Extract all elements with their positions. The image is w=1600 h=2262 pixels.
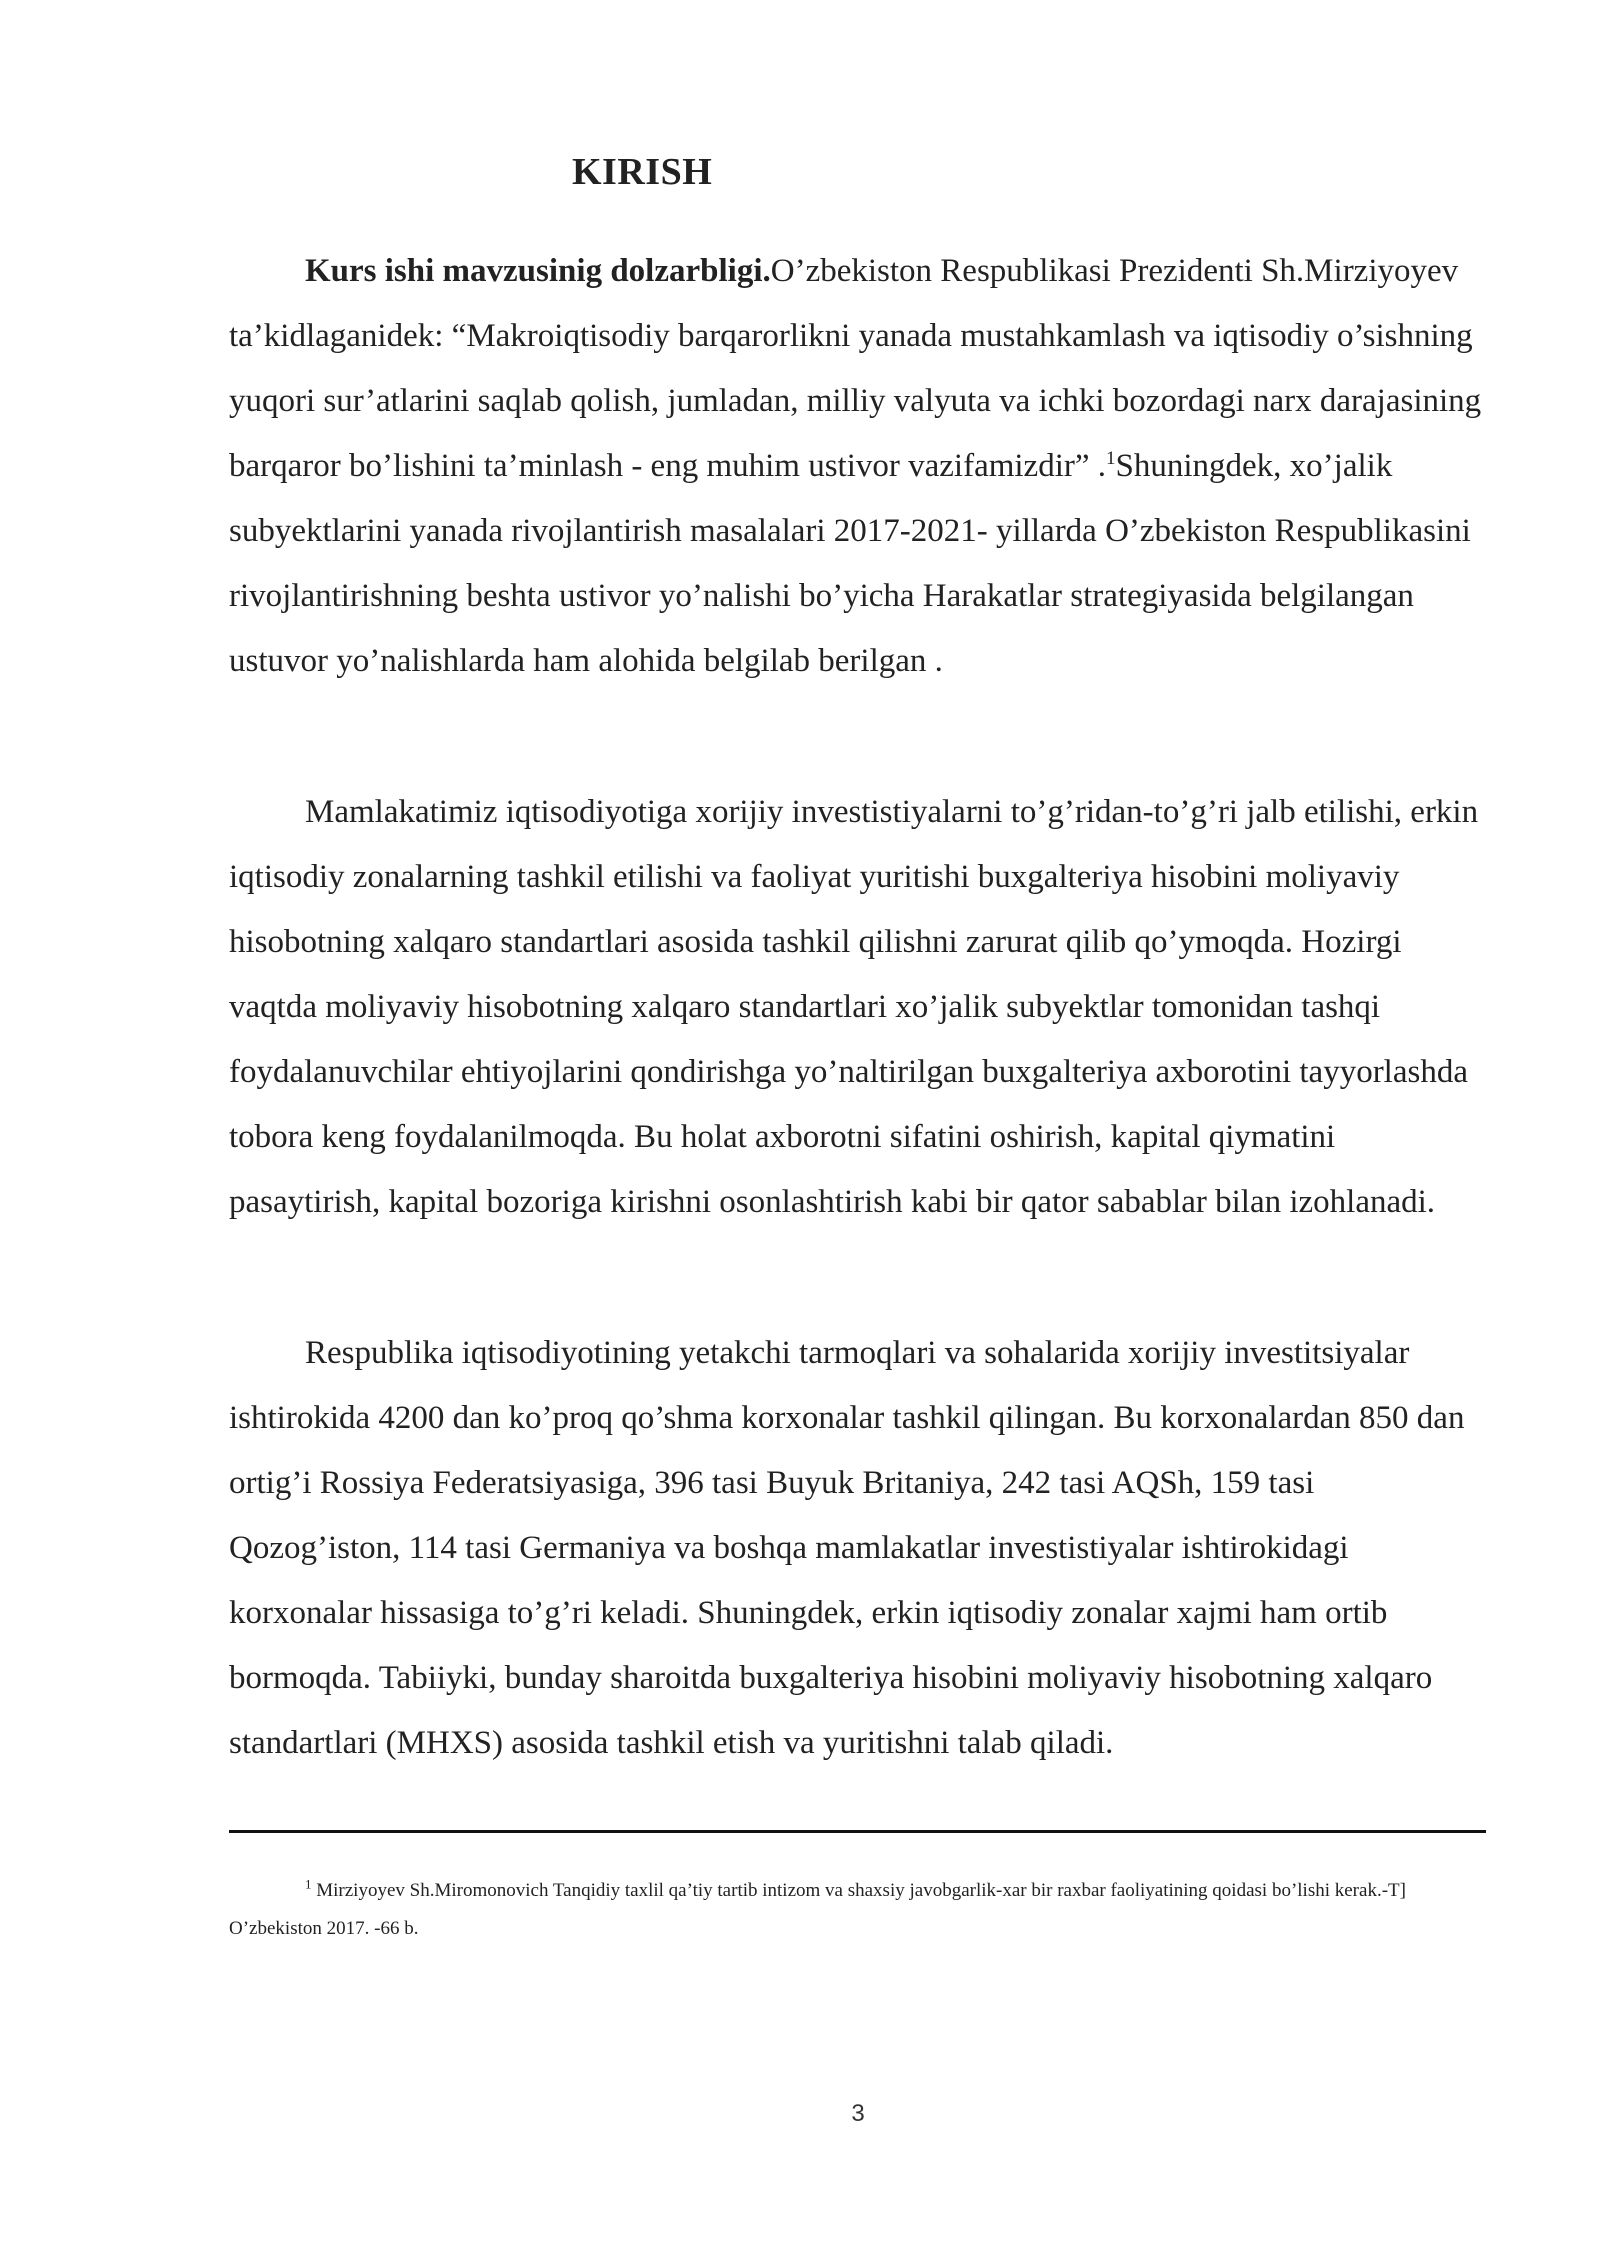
paragraph-2: Mamlakatimiz iqtisodiyotiga xorijiy investistiyalarni to’g’ridan-to’g’ri jalb etilishi, erkin iqtisodiy zonalarning tashkil etilishi va faoliyat yuritishi buxgalteriya hisobini moliyaviy hisobotning xalqaro standartlari asosida tashkil qilishni zarurat qilib qo’ymoqda. Hozirgi vaqtda moliyaviy hisobotning xalqaro standartlari xo’jalik subyektlar tomonidan tashqi foydalanuvchilar ehtiyojlarini qondirishga yo’naltirilgan buxgalteriya axborotini tayyorlashda tobora keng foydalanilmoqda. Bu holat axborotni sifatini oshirish, kapital qiymatini pasaytirish, kapital bozoriga kirishni osonlashtirish kabi bir qator sabablar bilan izohlanadi. [229, 794, 1479, 1220]
paragraph-1-lead: Kurs ishi mavzusinig dolzarbligi. [305, 253, 771, 289]
section-heading: KIRISH [572, 151, 713, 193]
footnote-text: Mirziyoyev Sh.Miromonovich Tanqidiy taxlil qa’tiy tartib intizom va shaxsiy javobgarlik-xar bir raxbar faoliyatining qoidasi bo’lishi kerak.-T] O’zbekiston 2017. -66 b. [229, 1880, 1406, 1939]
paragraph-1 [229, 239, 1489, 694]
page-number: 3 [851, 2100, 865, 2127]
paragraph-1-text-a: O’zbekiston Respublikasi Prezidenti Sh.Mirziyoyev ta’kidlaganidek: “Makroiqtisodiy barqarorlikni yanada mustahkamlash va iqtisodiy o’sishning yuqori sur’atlarini saqlab qolish, jumladan, milliy valyuta va ichki bozordagi narx darajasining barqaror bo’lishini ta’minlash - eng muhim ustivor vazifamizdir” . [229, 253, 1482, 484]
footnote [229, 1872, 1489, 1948]
footnote-reference[interactable]: 1 [1106, 448, 1116, 469]
footnote-mark: 1 [305, 1876, 312, 1892]
footnote-separator [229, 1830, 1486, 1833]
paragraph-1-text-b: Shuningdek, xo’jalik subyektlarini yanada rivojlantirish masalalari 2017-2021- yillarda O’zbekiston Respublikasini rivojlantirishning beshta ustivor yo’nalishi bo’yicha Harakatlar strategiyasida belgilangan ustuvor yo’nalishlarda ham alohida belgilab berilgan . [229, 448, 1471, 679]
paragraph-3: Respublika iqtisodiyotining yetakchi tarmoqlari va sohalarida xorijiy investitsiyalar ishtirokida 4200 dan ko’proq qo’shma korxonalar tashkil qilingan. Bu korxonalardan 850 dan ortig’i Rossiya Federatsiyasiga, 396 tasi Buyuk Britaniya, 242 tasi AQSh, 159 tasi Qozog’iston, 114 tasi Germaniya va boshqa mamlakatlar investistiyalar ishtirokidagi korxonalar hissasiga to’g’ri keladi. Shuningdek, erkin iqtisodiy zonalar xajmi ham ortib bormoqda. Tabiiyki, bunday sharoitda buxgalteriya hisobini moliyaviy hisobotning xalqaro standartlari (MHXS) asosida tashkil etish va yuritishni talab qiladi. [229, 1335, 1465, 1761]
